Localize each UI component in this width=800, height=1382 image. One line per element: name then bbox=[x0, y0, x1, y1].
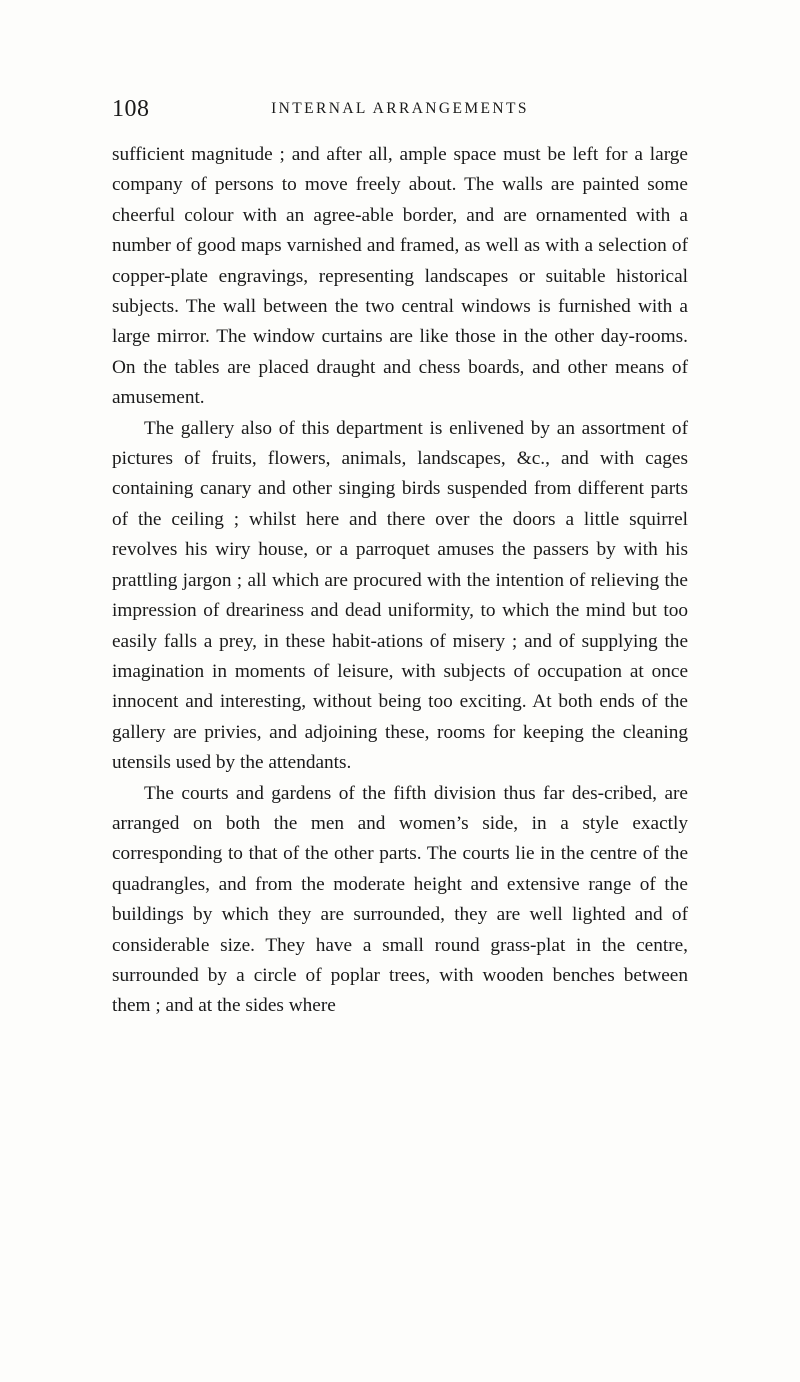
paragraph-gallery: The gallery also of this department is enlivened by an assortment of pictures of fruits, flowers, animals, landscapes, &c., and with cages containing canary and other singing birds suspended from different parts of the ceiling ; whilst here and there over the doors a little squirrel revolves his wiry house, or a parroquet amuses the passers by with his prattling jargon ; all which are procured with the intention of relieving the impression of dreariness and dead uniformity, to which the mind but too easily falls a prey, in these habit-ations of misery ; and of supplying the imagination in moments of leisure, with subjects of occupation at once innocent and interesting, without being too exciting. At both ends of the gallery are privies, and adjoining these, rooms for keeping the cleaning utensils used by the attendants. bbox=[112, 417, 688, 774]
page-number: 108 bbox=[112, 96, 150, 122]
running-title: INTERNAL ARRANGEMENTS bbox=[271, 100, 529, 117]
paragraph-continued: sufficient magnitude ; and after all, ample space must be left for a large company of persons to move freely about. The walls are painted some cheerful colour with an agree-able border, and are ornamented with a number of good maps varnished and framed, as well as with a selection of copper-plate engravings, representing landscapes or suitable historical subjects. The wall between the two central windows is furnished with a large mirror. The window curtains are like those in the other day-rooms. On the tables are placed draught and chess boards, and other means of amusement. bbox=[112, 144, 688, 409]
body-text bbox=[112, 140, 688, 1022]
paragraph-courts: The courts and gardens of the fifth division thus far des-cribed, are arranged on both the men and women’s side, in a style exactly corresponding to that of the other parts. The courts lie in the centre of the quadrangles, and from the moderate height and extensive range of the buildings by which they are surrounded, they are well lighted and of considerable size. They have a small round grass-plat in the centre, surrounded by a circle of poplar trees, with wooden benches between them ; and at the sides where bbox=[112, 782, 688, 1017]
running-head bbox=[112, 96, 688, 126]
